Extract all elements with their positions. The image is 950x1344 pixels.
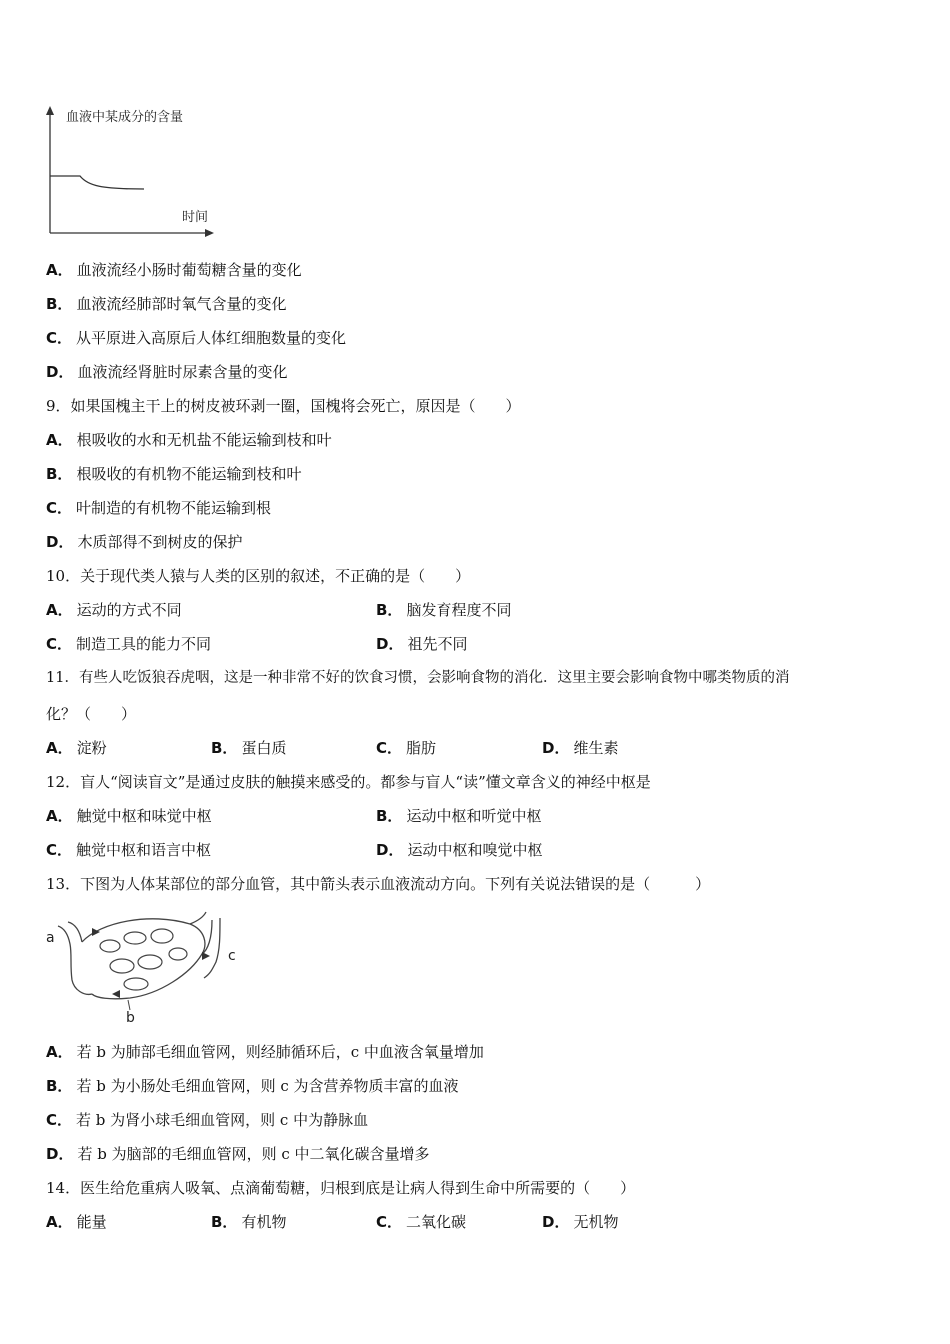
q9-option-d: D． 木质部得不到树皮的保护 — [46, 533, 243, 551]
vessel-label-b: b — [126, 1010, 135, 1026]
q9-option-b: B． 根吸收的有机物不能运输到枝和叶 — [46, 465, 302, 483]
q10-option-d: D． 祖先不同 — [376, 635, 468, 653]
vessel-label-a: a — [46, 930, 55, 946]
q13-option-a: A． 若 b 为肺部毛细血管网，则经肺循环后，c 中血液含氧量增加 — [46, 1043, 484, 1061]
q14-option-b: B． 有机物 — [211, 1213, 287, 1231]
artery-inner — [68, 922, 82, 942]
q8-option-a: A． 血液流经小肠时葡萄糖含量的变化 — [46, 261, 302, 279]
capillary-loop — [138, 955, 162, 969]
q10-option-a: A． 运动的方式不同 — [46, 601, 182, 619]
graph-y-arrow — [46, 106, 54, 115]
q12-stem: 12．盲人“阅读盲文”是通过皮肤的触摸来感受的。都参与盲人“读”懂文章含义的神经中枢是 — [46, 773, 651, 791]
q10-option-b: B． 脑发育程度不同 — [376, 601, 512, 619]
q8-option-c: C． 从平原进入高原后人体红细胞数量的变化 — [46, 329, 347, 347]
blood-vessel-diagram — [40, 910, 250, 1034]
graph-curve — [50, 176, 144, 189]
q13-stem: 13．下图为人体某部位的部分血管，其中箭头表示血液流动方向。下列有关说法错误的是（ ） — [46, 875, 711, 893]
q9-option-c: C． 叶制造的有机物不能运输到根 — [46, 499, 272, 517]
capillary-loop — [124, 978, 148, 990]
q10-stem: 10．关于现代类人猿与人类的区别的叙述，不正确的是（ ） — [46, 567, 471, 585]
q11-option-a: A． 淀粉 — [46, 739, 107, 757]
q14-option-a: A． 能量 — [46, 1213, 107, 1231]
graph-x-arrow — [205, 229, 214, 237]
flow-arrow-icon — [202, 952, 210, 960]
q8-option-d: D． 血液流经肾脏时尿素含量的变化 — [46, 363, 288, 381]
q10-option-c: C． 制造工具的能力不同 — [46, 635, 212, 653]
q14-stem: 14．医生给危重病人吸氧、点滴葡萄糖，归根到底是让病人得到生命中所需要的（ ） — [46, 1179, 636, 1197]
q11-option-b: B． 蛋白质 — [211, 739, 287, 757]
q11-stem-line2: 化？（ ） — [46, 705, 137, 723]
q14-option-c: C． 二氧化碳 — [376, 1213, 467, 1231]
label-b-pointer — [128, 1000, 130, 1010]
q12-option-b: B． 运动中枢和听觉中枢 — [376, 807, 542, 825]
content-change-graph — [40, 100, 230, 240]
q11-stem-line1: 11．有些人吃饭狼吞虎咽，这是一种非常不好的饮食习惯，会影响食物的消化．这里主要会影响食物中哪类物质的消 — [46, 670, 790, 686]
q14-option-d: D． 无机物 — [542, 1213, 619, 1231]
capillary-loop — [169, 948, 187, 960]
graph-x-axis-label: 时间 — [182, 210, 209, 225]
q9-option-a: A． 根吸收的水和无机盐不能运输到枝和叶 — [46, 431, 332, 449]
capillary-loop — [110, 959, 134, 973]
q11-option-c: C． 脂肪 — [376, 739, 437, 757]
q12-option-a: A． 触觉中枢和味觉中枢 — [46, 807, 212, 825]
artery — [58, 926, 92, 994]
vessel-label-c: c — [228, 948, 236, 964]
q11-option-d: D． 维生素 — [542, 739, 619, 757]
capillary-loop — [124, 932, 146, 944]
q13-option-b: B． 若 b 为小肠处毛细血管网，则 c 为含营养物质丰富的血液 — [46, 1077, 459, 1095]
graph-y-axis-label: 血液中某成分的含量 — [66, 110, 184, 125]
q13-option-c: C． 若 b 为肾小球毛细血管网，则 c 中为静脉血 — [46, 1111, 369, 1129]
capillary-network — [82, 919, 205, 999]
q12-option-c: C． 触觉中枢和语言中枢 — [46, 841, 212, 859]
q9-stem: 9．如果国槐主干上的树皮被环剥一圈，国槐将会死亡，原因是（ ） — [46, 397, 521, 415]
capillary-loop — [151, 929, 173, 943]
capillary-loop — [100, 940, 120, 952]
flow-arrow-icon — [112, 990, 120, 998]
q8-option-b: B． 血液流经肺部时氧气含量的变化 — [46, 295, 287, 313]
q13-option-d: D． 若 b 为脑部的毛细血管网，则 c 中二氧化碳含量增多 — [46, 1145, 430, 1163]
q12-option-d: D． 运动中枢和嗅觉中枢 — [376, 841, 543, 859]
